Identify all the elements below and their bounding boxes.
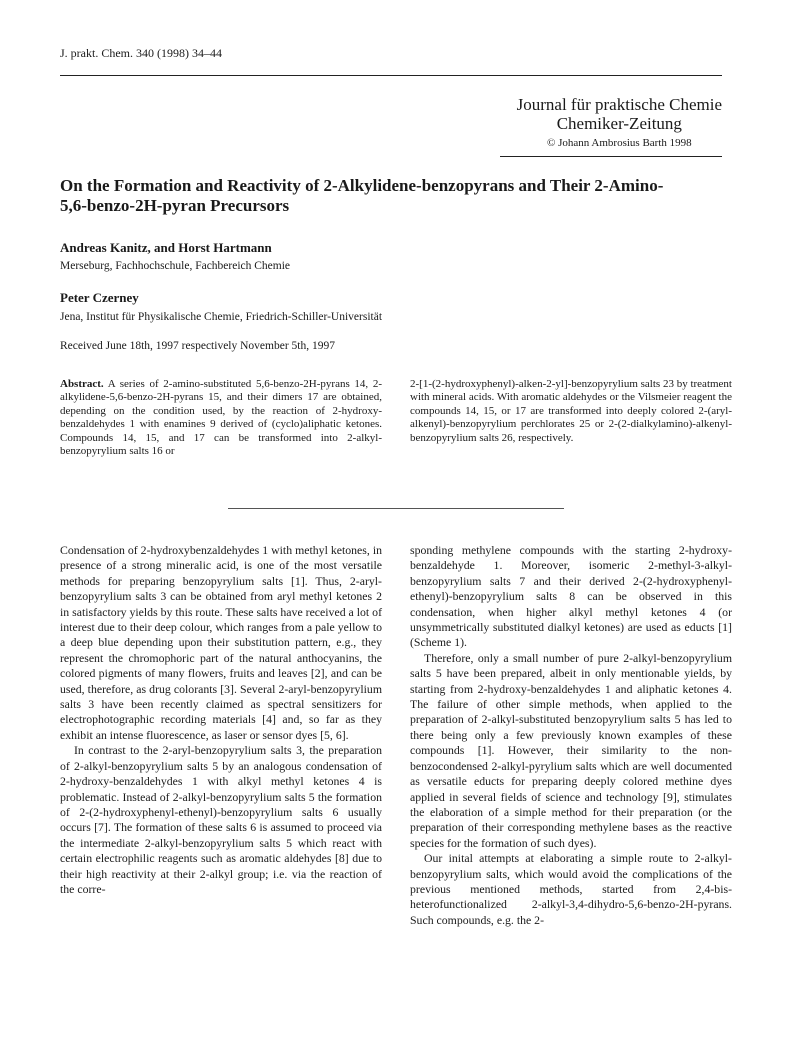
affiliation-2: Jena, Institut für Physikalische Chemie, Friedrich-Schiller-Universität bbox=[60, 311, 383, 323]
body-paragraph: Our inital attempts at elaborating a simple route to 2-alkyl-benzopyrylium salts, which would avoid the complications of the previous mentioned methods, started from 2,4-bis-heterofunctionalized 2-alkyl-3,4-dihydro-5,6-benzo-2H-pyrans. Such compounds, e.g. the 2- bbox=[410, 851, 732, 927]
abstract-column-left bbox=[60, 378, 382, 458]
abstract-rule bbox=[228, 508, 564, 509]
journal-subtitle: Chemiker-Zeitung bbox=[556, 114, 682, 133]
journal-citation: J. prakt. Chem. 340 (1998) 34–44 bbox=[60, 46, 222, 60]
abstract-column-right bbox=[410, 378, 732, 445]
body-paragraph: In contrast to the 2-aryl-benzopyrylium salts 3, the preparation of 2-alkyl-benzopyrylium salts 5 by an analogous condensation of 2-hydroxy-benzaldehydes 1 with alkyl methyl ketones 4 is problematic. Instead of 2-alkyl-benzopyrylium salts 5 the formation of 2-(2-hydroxyphenyl-ethenyl)-benzopyrylium salts 6 usually occurs [7]. The formation of these salts 6 is assumed to proceed via the intermediate 2-alkyl-benzopyrylium salts 5 which react with certain electrophilic reagents such as aromatic aldehydes [8] due to their high reactivity at their 2-alkyl group; i.e. via the reaction of the corre- bbox=[60, 743, 382, 896]
affiliation-1: Merseburg, Fachhochschule, Fachbereich Chemie bbox=[60, 260, 291, 272]
received-dates: Received June 18th, 1997 respectively November 5th, 1997 bbox=[60, 340, 335, 352]
body-column-right bbox=[410, 543, 732, 928]
masthead-rule bbox=[500, 156, 722, 157]
author-names-1: Andreas Kanitz, and Horst Hartmann bbox=[60, 240, 272, 255]
body-column-left bbox=[60, 543, 382, 897]
journal-name: Journal für praktische Chemie bbox=[516, 95, 722, 114]
author-names-2: Peter Czerney bbox=[60, 290, 139, 305]
abstract-label: Abstract. bbox=[60, 378, 104, 390]
article-title: On the Formation and Reactivity of 2-Alkylidene-benzopyrans and Their 2-Amino-5,6-benzo-2H-pyran Precursors bbox=[60, 176, 664, 215]
journal-masthead bbox=[517, 95, 722, 149]
abstract-text-left: A series of 2-amino-substituted 5,6-benzo-2H-pyrans 14, 2-alkylidene-5,6-benzo-2H-pyrans 15, and their dimers 17 are obtained, depending on the condition used, by the reaction of 2-hydroxy-benzaldehydes 1 with enamines 9 derived of (cyclo)aliphatic ketones. Compounds 14, 15, and 17 can be transformed into 2-alkyl-benzopyrylium salts 16 or bbox=[60, 378, 382, 458]
abstract-text-right: 2-[1-(2-hydroxyphenyl)-alken-2-yl]-benzopyrylium salts 23 by treatment with mineral acids. With aromatic aldehydes or the Vilsmeier reagent the compounds 14, 15, or 17 are transformed into deeply colored 2-(aryl-alkenyl)-benzopyrylium perchlorates 25 or 2-(2-dialkylamino)-alkenyl-benzopyrylium salts 26, respectively. bbox=[410, 378, 732, 444]
body-paragraph: Therefore, only a small number of pure 2-alkyl-benzopyrylium salts 5 have been prepared, albeit in only mentionable yields, by starting from 2-hydroxy-benzaldehydes 1 and aliphatic ketones 4. The failure of other simple methods, when applied to the preparation of 2-alkyl-substituted benzopyrylium salts 5 has led to there being only a few previously known examples of these compounds [1]. However, their similarity to the non-benzocondensed 2-alkyl-pyrylium salts which are well documented as versatile educts for preparing deeply colored methine dyes applied in several fields of science and technology [9], stimulates the elaboration of a simple method for their preparation (or the preparation of their corresponding methylene bases as the reactive species for the formation of such dyes). bbox=[410, 650, 732, 850]
header-rule bbox=[60, 75, 722, 76]
body-paragraph: Condensation of 2-hydroxybenzaldehydes 1 with methyl ketones, in presence of a strong mineralic acid, is one of the most versatile methods for preparing benzopyrylium salts [1]. Thus, 2-aryl-benzopyrylium salts 3 can be obtained from aryl methyl ketones 2 in satisfactory yields by this route. These salts have received a lot of interest due to their deep colour, which ranges from a pale yellow to a deep blue depending upon their substitution pattern, e.g., they represent the chromophoric part of the natural anthocyanins, the colored pigments of many flowers, fruits and leaves [2], and can be used, therefore, as drug colorants [3]. Several 2-aryl-benzopyrylium salts 3 have been recently claimed as spectral sensitizers for electrophotographic recording materials [4] and, so far as they exhibit an intense fluorescence, as laser or sensor dyes [5, 6]. bbox=[60, 543, 382, 742]
body-paragraph: sponding methylene compounds with the starting 2-hydroxy-benzaldehyde 1. Moreover, isomeric 2-methyl-3-alkyl-benzopyrylium salts 7 and their derived 2-(2-hydroxyphenyl-ethenyl)-benzopyrylium salts 8 can be observed in this condensation, when higher alkyl methyl ketones 4 (or unsymmetrically substituted dialkyl ketones) are used as educts [1] (Scheme 1). bbox=[410, 543, 732, 650]
journal-copyright: © Johann Ambrosius Barth 1998 bbox=[547, 137, 692, 149]
